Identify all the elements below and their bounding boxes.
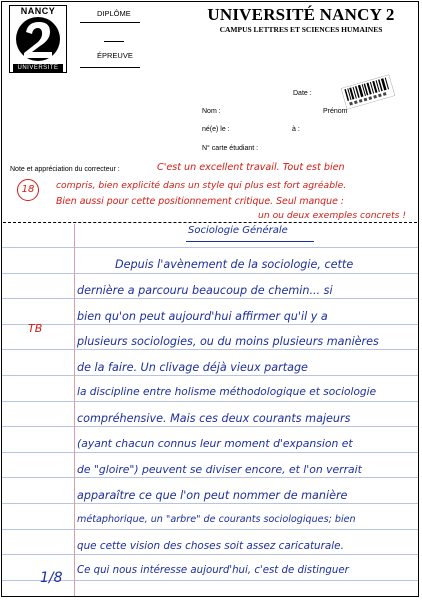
grade-circle: 18 — [17, 179, 39, 201]
essay-line: (ayant chacun connus leur moment d'expansion et — [77, 437, 353, 450]
essay-line: métaphorique, un "arbre" de courants sociologiques; bien — [77, 514, 356, 525]
ruled-line — [2, 273, 418, 274]
date-label: Date : — [293, 90, 312, 97]
essay-title: Sociologie Générale — [188, 225, 288, 236]
ruled-line — [2, 477, 418, 478]
university-logo — [9, 5, 67, 73]
essay-line: de "gloire") peuvent se diviser encore, et l'on verrait — [77, 463, 362, 476]
title-underline — [186, 241, 314, 242]
essay-line: la discipline entre holisme méthodologique et sociologie — [77, 386, 377, 398]
ruled-line — [2, 554, 418, 555]
ruled-line — [2, 401, 418, 402]
university-name: UNIVERSITÉ NANCY 2 — [207, 5, 395, 24]
correction-line: compris, bien explicité dans un style qui plus est fort agréable. — [56, 180, 347, 191]
essay-line: de la faire. Un clivage déjà vieux partage — [77, 361, 308, 374]
essay-line: que cette vision des choses soit assez caricaturale. — [77, 540, 344, 552]
ruled-line — [2, 349, 418, 350]
diplome-dash — [104, 41, 124, 42]
ruled-line — [2, 298, 418, 299]
correction-line: C'est un excellent travail. Tout est bien — [157, 162, 345, 173]
logo-bottom-text: UNIVERSITÉ — [13, 64, 63, 72]
logo-top-text: NANCY — [20, 6, 56, 16]
ruled-line — [2, 247, 418, 248]
essay-line: bien qu'on peut aujourd'hui affirmer qu'il y a — [77, 310, 328, 323]
ruled-line — [2, 503, 418, 504]
correction-line: Bien aussi pour cette positionnement critique. Seul manque : — [56, 196, 344, 207]
student-card-label: N° carte étudiant : — [202, 145, 259, 152]
diplome-line — [80, 22, 140, 23]
page-number: 1/8 — [40, 570, 63, 586]
essay-line: Depuis l'avènement de la sociologie, cette — [115, 258, 354, 271]
diplome-label: DIPLÔME — [97, 9, 131, 18]
corrector-note-label: Note et appréciation du correcteur : — [10, 166, 120, 173]
essay-line: apparaître ce que l'on peut nommer de manière — [77, 489, 348, 502]
epreuve-line — [80, 67, 140, 68]
ruled-line — [2, 426, 418, 427]
margin-mark: TB — [28, 322, 43, 335]
correction-line: un ou deux exemples concrets ! — [258, 210, 407, 221]
essay-line: Ce qui nous intéresse aujourd'hui, c'est de distinguer — [77, 565, 349, 576]
essay-line: dernière a parcouru beaucoup de chemin... si — [77, 284, 333, 297]
epreuve-label: ÉPREUVE — [97, 51, 133, 60]
ruled-line — [2, 375, 418, 376]
ruled-line — [2, 324, 418, 325]
essay-line: plusieurs sociologies, ou du moins plusieurs manières — [77, 335, 379, 348]
birthplace-label: à : — [292, 126, 300, 133]
birth-label: né(e) le : — [202, 126, 230, 133]
nom-label: Nom : — [202, 108, 221, 115]
ruled-line — [2, 529, 418, 530]
campus-name: CAMPUS LETTRES ET SCIENCES HUMAINES — [219, 25, 383, 34]
ruled-line — [2, 452, 418, 453]
ruled-line — [2, 580, 418, 581]
logo-two-icon — [12, 16, 64, 64]
fold-line — [3, 222, 417, 223]
prenom-label: Prénom — [323, 108, 348, 115]
margin-line — [74, 224, 75, 596]
essay-line: compréhensive. Mais ces deux courants majeurs — [77, 412, 351, 425]
